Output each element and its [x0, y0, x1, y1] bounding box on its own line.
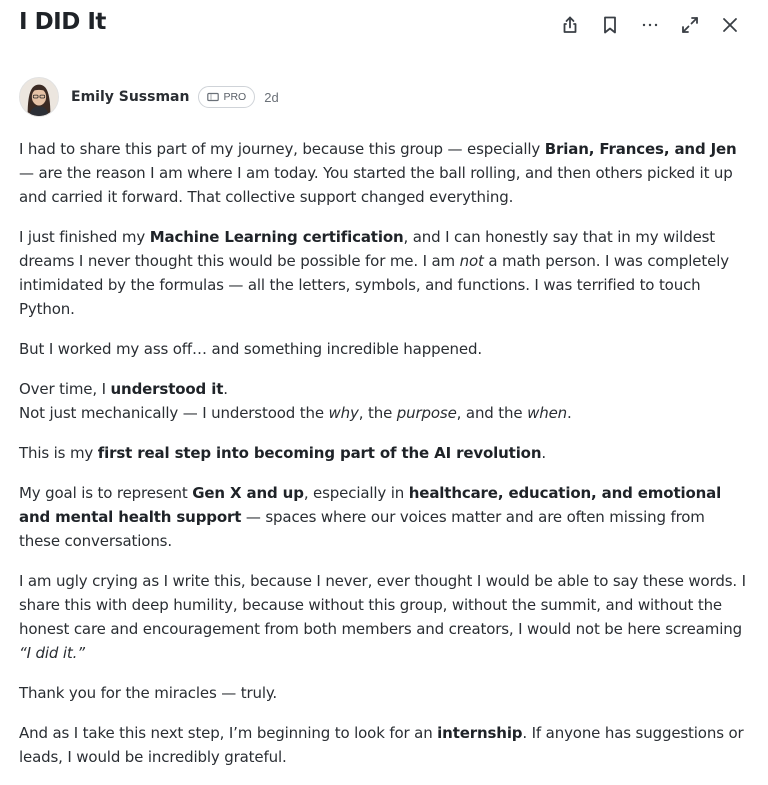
- text-run: — spaces where our voices matter and are often missing from these conversations.: [19, 508, 705, 550]
- text-run: not: [459, 252, 484, 270]
- text-run: Gen X and up: [192, 484, 304, 502]
- text-run: , the: [358, 404, 397, 422]
- more-icon: [640, 15, 660, 35]
- text-run: — are the reason I am where I am today. You started the ball rolling, and then others picked it up and carried it forward. That collective support changed everything.: [19, 164, 733, 206]
- close-icon: [720, 15, 740, 35]
- text-run: healthcare, education, and emotional and mental health support: [19, 484, 722, 526]
- post-body: [19, 137, 749, 785]
- post-header: [0, 0, 768, 50]
- text-run: I am ugly crying as I write this, because I never, ever thought I would be able to say these words. I share this with deep humility, because without this group, without the summit, and without the honest care and encouragement from both members and creators, I would not be here screaming: [19, 572, 746, 638]
- expand-button[interactable]: [670, 12, 710, 38]
- share-icon: [560, 15, 580, 35]
- text-run: Not just mechanically — I understood the: [19, 404, 329, 422]
- avatar[interactable]: [19, 77, 59, 117]
- text-run: I had to share this part of my journey, because this group — especially: [19, 140, 545, 158]
- paragraph-5: [19, 441, 749, 465]
- author-name[interactable]: Emily Sussman: [71, 89, 190, 105]
- paragraph-8: Thank you for the miracles — truly.: [19, 684, 278, 702]
- text-run: first real step into becoming part of the AI revolution: [97, 444, 542, 462]
- text-run: understood it: [110, 380, 224, 398]
- paragraph-1: [19, 137, 749, 209]
- text-run: Brian, Frances, and Jen: [544, 140, 737, 158]
- text-run: . If anyone has suggestions or leads, I would be incredibly grateful.: [19, 724, 744, 766]
- post-title: I DID It: [19, 9, 106, 35]
- paragraph-4: [19, 377, 749, 425]
- text-run: .: [567, 404, 572, 422]
- text-run: I just finished my: [19, 228, 150, 246]
- text-run: internship: [437, 724, 523, 742]
- badge-label: PRO: [223, 91, 247, 103]
- close-button[interactable]: [710, 12, 750, 38]
- share-button[interactable]: [550, 12, 590, 38]
- text-run: , and the: [456, 404, 528, 422]
- text-run: a math person. I was completely intimidated by the formulas — all the letters, symbols, and functions. I was terrified to touch Python.: [19, 252, 729, 318]
- paragraph-2: [19, 225, 749, 321]
- bookmark-button[interactable]: [590, 12, 630, 38]
- text-run: why: [328, 404, 359, 422]
- text-run: , and I can honestly say that in my wildest dreams I never thought this would be possible for me. I am: [19, 228, 716, 270]
- text-run: when: [527, 404, 568, 422]
- post-timestamp[interactable]: 2d: [264, 89, 279, 105]
- expand-icon: [680, 15, 700, 35]
- text-run: This is my: [19, 444, 98, 462]
- text-run: “I did it.”: [19, 644, 85, 662]
- bookmark-icon: [600, 15, 620, 35]
- text-run: Machine Learning certification: [149, 228, 404, 246]
- text-run: Over time, I: [19, 380, 111, 398]
- text-run: My goal is to represent: [19, 484, 193, 502]
- pro-badge: [198, 86, 255, 108]
- text-run: And as I take this next step, I’m beginning to look for an: [19, 724, 438, 742]
- paragraph-3: But I worked my ass off… and something incredible happened.: [19, 340, 482, 358]
- more-options-button[interactable]: [630, 12, 670, 38]
- text-run: , especially in: [303, 484, 409, 502]
- text-run: .: [223, 380, 228, 398]
- paragraph-9: [19, 721, 749, 769]
- text-run: .: [541, 444, 546, 462]
- post-author: [19, 76, 279, 118]
- paragraph-6: [19, 481, 749, 553]
- text-run: purpose: [396, 404, 457, 422]
- header-actions: [550, 12, 750, 38]
- ticket-icon: [207, 92, 219, 102]
- avatar-photo: [20, 78, 58, 116]
- paragraph-7: [19, 569, 749, 665]
